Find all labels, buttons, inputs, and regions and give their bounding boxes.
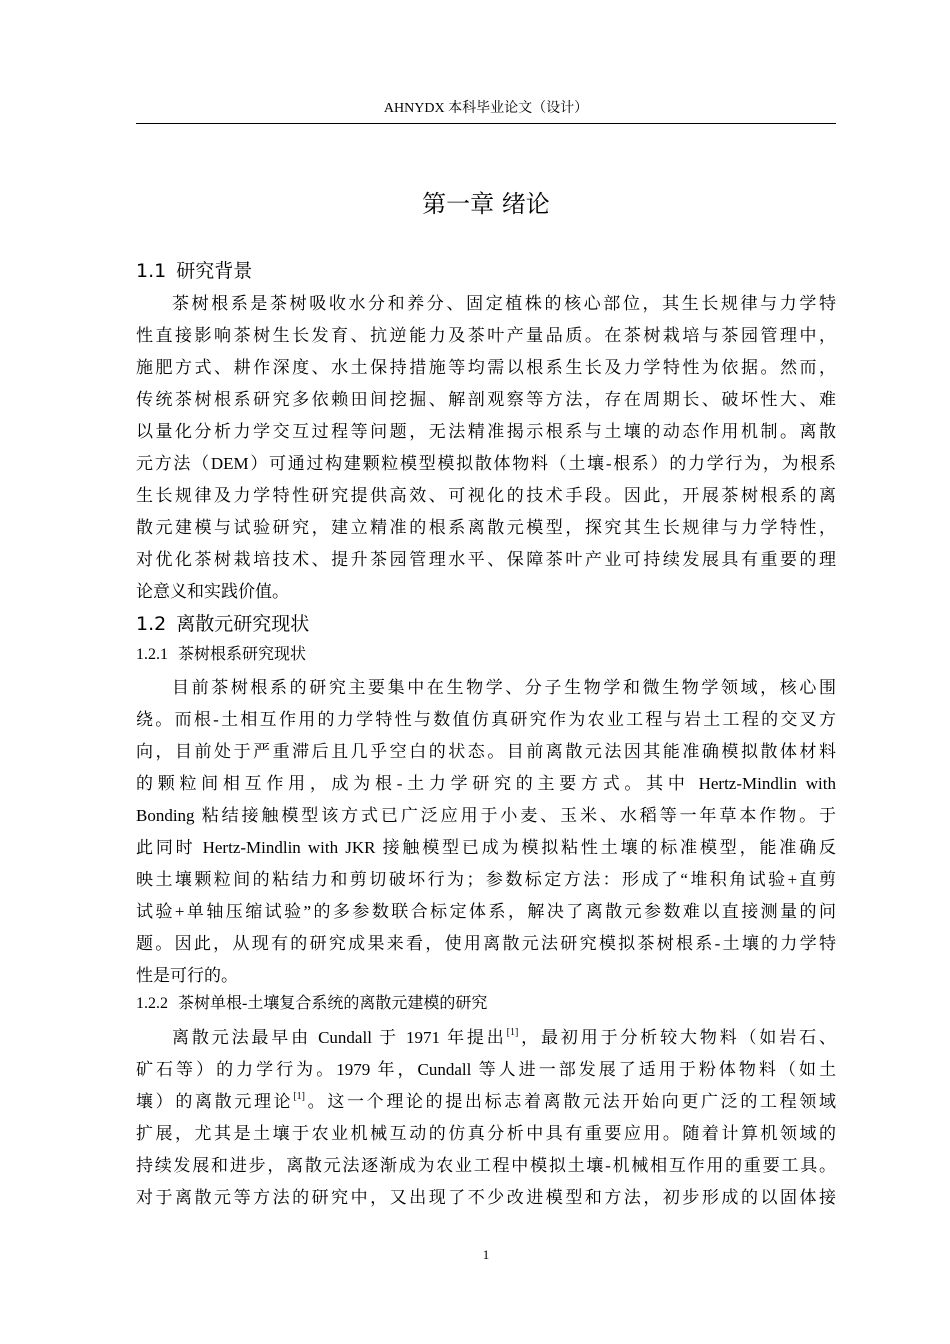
text-line: 目前茶树根系的研究主要集中在生物学、分子生物学和微生物学领域，核心围: [172, 678, 836, 697]
text-line: 向，目前处于严重滞后且几乎空白的状态。目前离散元法因其能准确模拟散体材料: [136, 742, 836, 761]
text-line: 茶树根系是茶树吸收水分和养分、固定植株的核心部位，其生长规律与力学特: [172, 294, 836, 313]
section-number: 1.1: [136, 260, 167, 282]
text-line: [136, 1118, 836, 1150]
text-line: [136, 1054, 836, 1086]
section-heading-1-2-1: [136, 643, 306, 667]
text-line: 试验+单轴压缩试验”的多参数联合标定体系，解决了离散元参数难以直接测量的问: [136, 902, 836, 921]
text-line: 散元建模与试验研究，建立精准的根系离散元模型，探究其生长规律与力学特性，: [136, 518, 836, 537]
text-segment: 对于离散元等方法的研究中，又出现了不少改进模型和方法，初步形成的以固体接: [136, 1188, 836, 1207]
text-line: 传统茶树根系研究多依赖田间挖掘、解剖观察等方法，存在周期长、破坏性大、难: [136, 390, 836, 409]
section-title: 离散元研究现状: [176, 613, 310, 635]
citation-ref[interactable]: [1]: [506, 1027, 519, 1038]
page-header: AHNYDX 本科毕业论文（设计）: [383, 101, 589, 116]
header-divider: [136, 123, 836, 124]
text-line: [136, 1086, 836, 1118]
chapter-title: 第一章 绪论: [422, 190, 550, 218]
text-line: 此同时 Hertz-Mindlin with JKR 接触模型已成为模拟粘性土壤的标准模型，能准确反: [136, 838, 836, 857]
text-line: 施肥方式、耕作深度、水土保持措施等均需以根系生长及力学特性为依据。然而，: [136, 358, 836, 377]
text-line: 以量化分析力学交互过程等问题，无法精准揭示根系与土壤的动态作用机制。离散: [136, 422, 836, 441]
text-segment: 壤）的离散元理论: [136, 1092, 294, 1111]
section-number: 1.2: [136, 613, 167, 635]
text-line: Bonding 粘结接触模型该方式已广泛应用于小麦、玉米、水稻等一年草本作物。于: [136, 806, 836, 825]
section-number: 1.2.2: [136, 995, 168, 1012]
text-line: 对优化茶树栽培技术、提升茶园管理水平、保障茶叶产业可持续发展具有重要的理: [136, 550, 836, 569]
page-number: 1: [482, 1247, 490, 1262]
text-line: 生长规律及力学特性研究提供高效、可视化的技术手段。因此，开展茶树根系的离: [136, 486, 836, 505]
text-line: 元方法（DEM）可通过构建颗粒模型模拟散体物料（土壤-根系）的力学行为，为根系: [136, 454, 836, 473]
section-title: 茶树根系研究现状: [178, 646, 307, 663]
text-segment: 。这一个理论的提出标志着离散元法开始向更广泛的工程领域: [305, 1092, 837, 1111]
text-line: [172, 1022, 836, 1054]
text-line: 题。因此，从现有的研究成果来看，使用离散元法研究模拟茶树根系-土壤的力学特: [136, 934, 836, 953]
text-line: 的颗粒间相互作用，成为根-土力学研究的主要方式。其中 Hertz-Mindlin with: [136, 774, 836, 793]
section-number: 1.2.1: [136, 646, 168, 663]
text-segment: 矿石等）的力学行为。1979 年，Cundall 等人进一部发展了适用于粉体物料（如土: [136, 1060, 836, 1079]
section-heading-1-1: [136, 258, 252, 284]
section-heading-1-2-2: [136, 992, 487, 1016]
section-title: 茶树单根-土壤复合系统的离散元建模的研究: [178, 995, 488, 1012]
text-line: 绕。而根-土相互作用的力学特性与数值仿真研究作为农业工程与岩土工程的交叉方: [136, 710, 836, 729]
text-segment: 扩展，尤其是土壤于农业机械互动的仿真分析中具有重要应用。随着计算机领域的: [136, 1124, 836, 1143]
text-line: 性是可行的。: [136, 966, 238, 985]
citation-ref[interactable]: [1]: [293, 1091, 306, 1102]
text-line: 性直接影响茶树生长发育、抗逆能力及茶叶产量品质。在茶树栽培与茶园管理中，: [136, 326, 836, 345]
text-line: [136, 1182, 836, 1214]
text-line: [136, 1150, 836, 1182]
text-segment: 离散元法最早由 Cundall 于 1971 年提出: [172, 1028, 507, 1047]
text-line: 映土壤颗粒间的粘结力和剪切破坏行为；参数标定方法：形成了“堆积角试验+直剪: [136, 870, 836, 889]
section-heading-1-2: [136, 611, 309, 637]
text-line: 论意义和实践价值。: [136, 582, 289, 601]
section-title: 研究背景: [176, 260, 253, 282]
text-segment: 持续发展和进步，离散元法逐渐成为农业工程中模拟土壤-机械相互作用的重要工具。: [136, 1156, 836, 1175]
text-segment: ，最初用于分析较大物料（如岩石、: [518, 1028, 836, 1047]
